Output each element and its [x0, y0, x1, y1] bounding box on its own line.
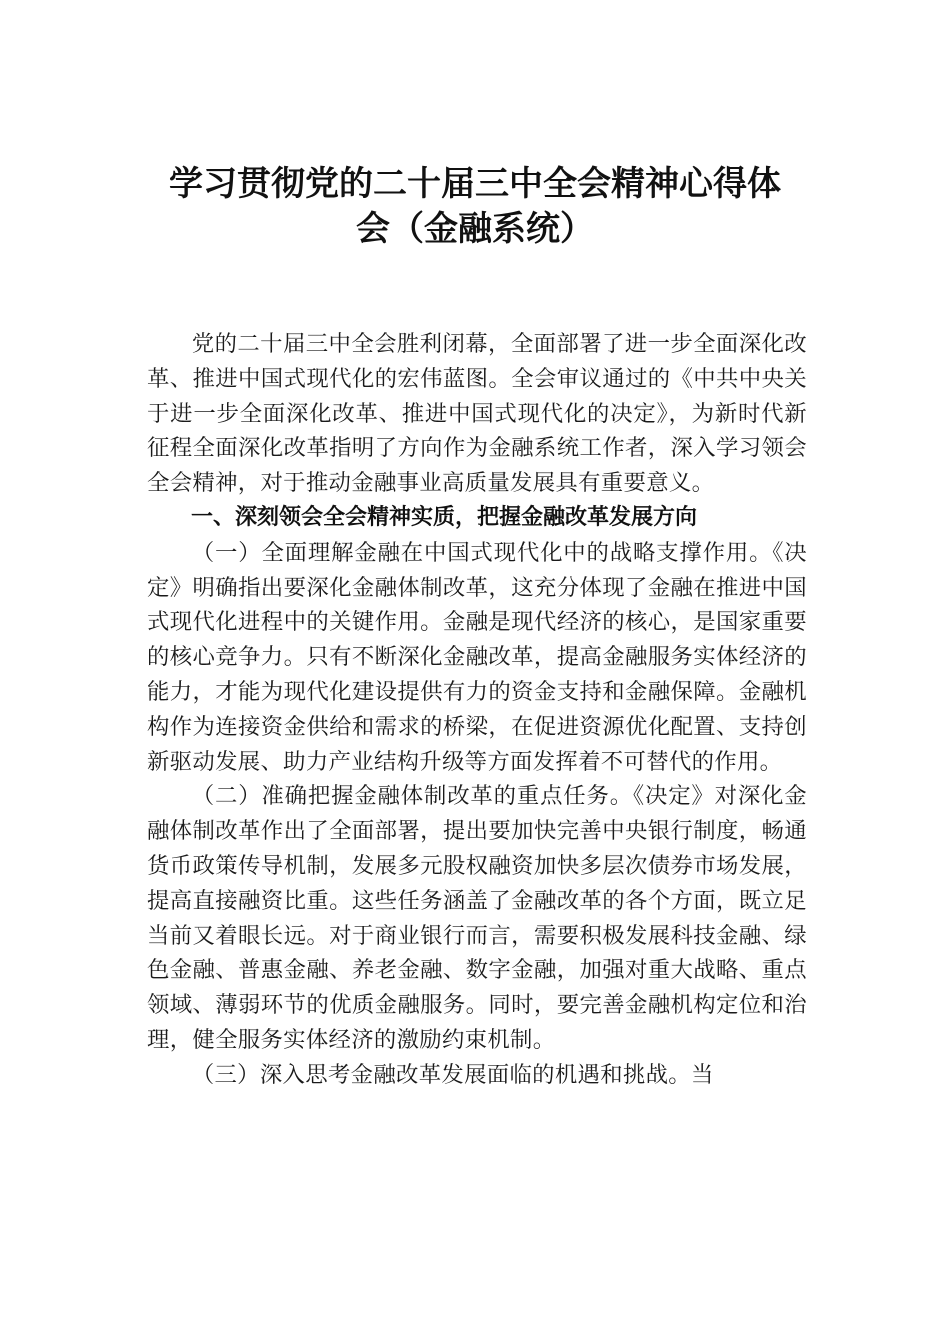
- section1-paragraph-2: （二）准确把握金融体制改革的重点任务。《决定》对深化金融体制改革作出了全面部署，提出要加快完善中央银行制度，畅通货币政策传导机制，发展多元股权融资加快多层次债券市场发展，提高直接融资比重。这些任务涵盖了金融改革的各个方面，既立足当前又着眼长远。对于商业银行而言，需要积极发展科技金融、绿色金融、普惠金融、养老金融、数字金融，加强对重大战略、重点领域、薄弱环节的优质金融服务。同时，要完善金融机构定位和治理，健全服务实体经济的激励约束机制。: [147, 783, 807, 1053]
- intro-paragraph: 党的二十届三中全会胜利闭幕，全面部署了进一步全面深化改革、推进中国式现代化的宏伟蓝图。全会审议通过的《中共中央关于进一步全面深化改革、推进中国式现代化的决定》，为新时代新征程全面深化改革指明了方向作为金融系统工作者，深入学习领会全会精神，对于推动金融事业高质量发展具有重要意义。: [147, 331, 807, 497]
- section1-paragraph-1: （一）全面理解金融在中国式现代化中的战略支撑作用。《决定》明确指出要深化金融体制改革，这充分体现了金融在推进中国式现代化进程中的关键作用。金融是现代经济的核心，是国家重要的核心竞争力。只有不断深化金融改革，提高金融服务实体经济的能力，才能为现代化建设提供有力的资金支持和金融保障。金融机构作为连接资金供给和需求的桥梁，在促进资源优化配置、支持创新驱动发展、助力产业结构升级等方面发挥着不可替代的作用。: [147, 539, 807, 775]
- document-title-line-2: 会（金融系统）: [356, 209, 594, 249]
- section1-paragraph-3: （三）深入思考金融改革发展面临的机遇和挑战。当: [191, 1061, 714, 1088]
- section-heading-1: 一、深刻领会全会精神实质，把握金融改革发展方向: [191, 504, 698, 530]
- document-body: [147, 327, 807, 1093]
- document-title-line-1: 学习贯彻党的二十届三中全会精神心得体: [169, 164, 781, 204]
